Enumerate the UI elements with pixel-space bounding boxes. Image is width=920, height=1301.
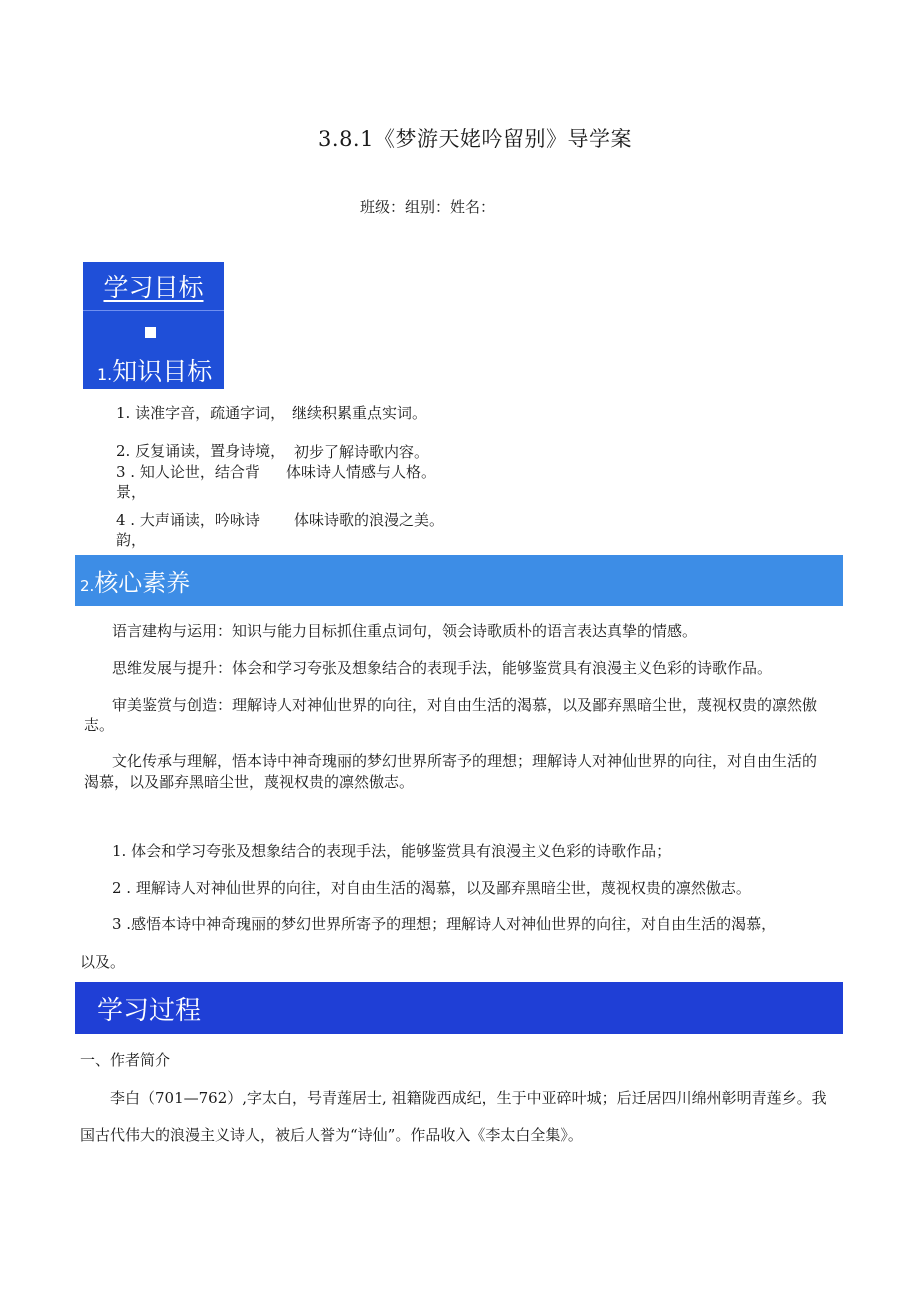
- author-para-2: 国古代伟大的浪漫主义诗人，被后人誉为“诗仙”。作品收入《李太白全集》。: [80, 1126, 583, 1144]
- learning-process-heading: 学习过程: [97, 996, 202, 1026]
- class-info-line: 班级：组别：姓名：: [360, 198, 496, 216]
- learning-process-band: [75, 982, 843, 1034]
- author-para-1: 李白（701—762）,字太白，号青莲居士, 祖籍陇西成纪，生于中亚碎叶城；后迁居四川绵州彰明青莲乡。我: [110, 1089, 827, 1107]
- square-bullet-icon: [145, 327, 156, 338]
- core-para-thinking: 思维发展与提升：体会和学习夸张及想象结合的表现手法，能够鉴赏具有浪漫主义色彩的诗歌作品。: [112, 659, 773, 677]
- knowledge-item-3-b: 体味诗人情感与人格。: [286, 463, 437, 481]
- core-para-language: 语言建构与运用：知识与能力目标抓住重点词句，领会诗歌质朴的语言表达真挚的情感。: [112, 622, 698, 640]
- knowledge-item-2-b: 初步了解诗歌内容。: [294, 443, 430, 461]
- heading-text: 知识目标: [112, 357, 213, 386]
- knowledge-item-4-c: 韵，: [116, 531, 147, 549]
- key-point-1: 1. 体会和学习夸张及想象结合的表现手法，能够鉴赏具有浪漫主义色彩的诗歌作品；: [112, 842, 672, 860]
- knowledge-item-3-c: 景，: [116, 483, 147, 501]
- knowledge-item-4-a: 4 . 大声诵读，吟咏诗: [116, 511, 260, 529]
- key-point-2: 2 . 理解诗人对神仙世界的向往，对自由生活的渴慕，以及鄙弃黑暗尘世，蔑视权贵的凛然傲志。: [112, 879, 751, 897]
- key-point-3: 3 .感悟本诗中神奇瑰丽的梦幻世界所寄予的理想；理解诗人对神仙世界的向往，对自由生活的渴慕，: [112, 915, 777, 933]
- author-intro-heading: 一、作者简介: [80, 1051, 171, 1069]
- heading-number: 2.: [80, 577, 95, 595]
- knowledge-item-4-b: 体味诗歌的浪漫之美。: [294, 511, 445, 529]
- core-literacy-band: [75, 555, 843, 606]
- heading-text: 核心素养: [94, 569, 191, 597]
- knowledge-item-3-a: 3 . 知人论世，结合背: [116, 463, 260, 481]
- core-literacy-heading: [80, 563, 190, 598]
- knowledge-item-1-b: 继续积累重点实词。: [292, 404, 428, 422]
- core-para-aesthetic-cont: 志。: [84, 716, 115, 734]
- knowledge-item-1-a: 1. 读准字音，疏通字词，: [116, 404, 286, 422]
- core-para-culture-cont: 渴慕，以及鄙弃黑暗尘世，蔑视权贵的凛然傲志。: [84, 773, 415, 791]
- knowledge-goals-heading: [97, 352, 212, 388]
- heading-number: 1.: [97, 365, 113, 384]
- key-point-3-cont: 以及。: [80, 953, 126, 971]
- learning-goals-title: 学习目标: [103, 273, 204, 302]
- core-para-culture: 文化传承与理解，悟本诗中神奇瑰丽的梦幻世界所寄予的理想；理解诗人对神仙世界的向往，对自由生活的: [112, 752, 818, 770]
- page-title: 3.8.1《梦游天姥吟留别》导学案: [318, 127, 632, 151]
- core-para-aesthetic: 审美鉴赏与创造：理解诗人对神仙世界的向往，对自由生活的渴慕，以及鄙弃黑暗尘世，蔑视权贵的凛然傲: [112, 696, 818, 714]
- knowledge-item-2-a: 2. 反复诵读，置身诗境，: [116, 442, 286, 460]
- divider: [83, 310, 224, 311]
- learning-goals-box: [83, 262, 224, 389]
